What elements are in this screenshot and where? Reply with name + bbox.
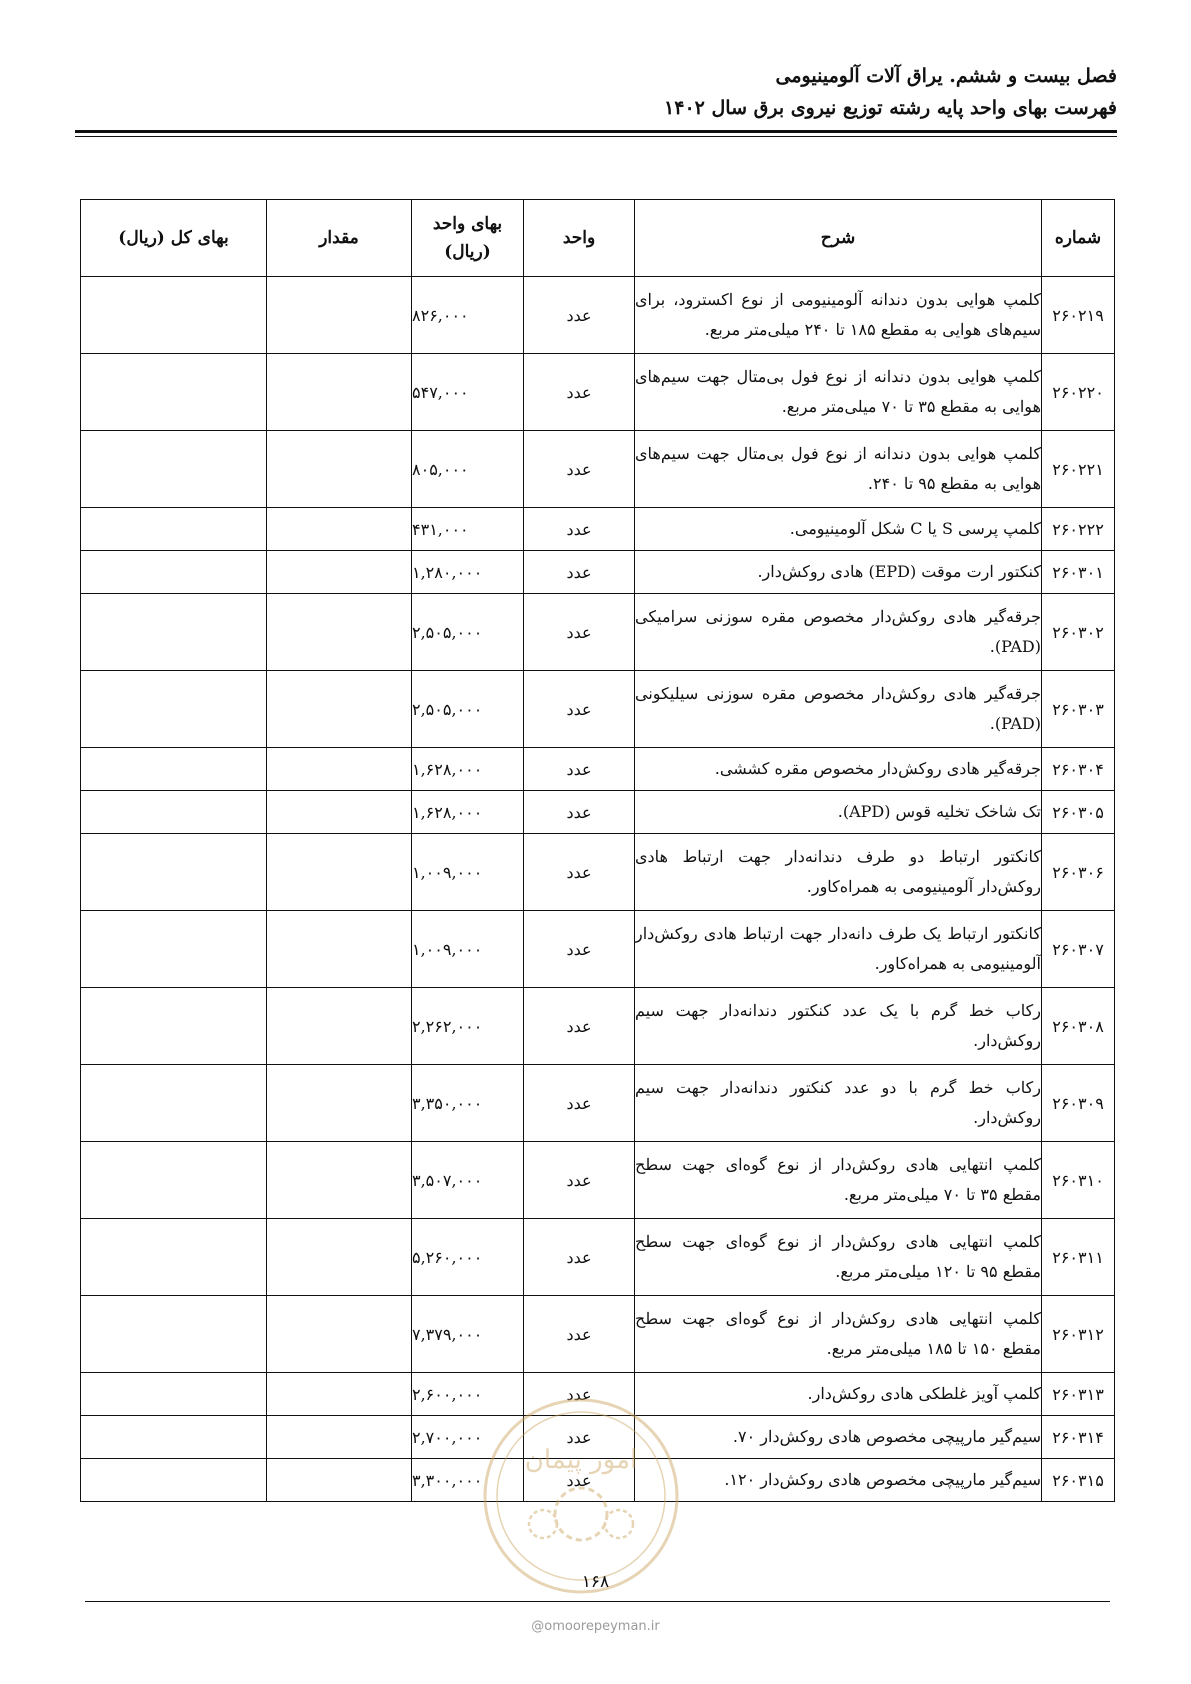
item-unit-price: ۴۳۱,۰۰۰ bbox=[412, 508, 524, 551]
header-unit-price-currency: (ریال) bbox=[444, 242, 491, 262]
item-unit-price: ۱,۶۲۸,۰۰۰ bbox=[412, 791, 524, 834]
item-unit: عدد bbox=[524, 431, 635, 508]
item-unit: عدد bbox=[524, 551, 635, 594]
item-quantity bbox=[267, 1065, 412, 1142]
item-total-price bbox=[81, 594, 267, 671]
document-title: فهرست بهای واحد پایه رشته توزیع نیروی برق سال ۱۴۰۲ bbox=[664, 97, 1117, 119]
item-description: کلمپ هوایی بدون دندانه از نوع فول بی‌متال جهت سیم‌های هوایی به مقطع ۹۵ تا ۲۴۰. bbox=[635, 431, 1042, 508]
header-number: شماره bbox=[1042, 200, 1115, 277]
table-row bbox=[81, 911, 1115, 988]
item-total-price bbox=[81, 748, 267, 791]
item-total-price bbox=[81, 1065, 267, 1142]
item-number: ۲۶۰۳۰۱ bbox=[1042, 551, 1115, 594]
item-quantity bbox=[267, 551, 412, 594]
item-description: جرقه‌گیر هادی روکش‌دار مخصوص مقره سوزنی سرامیکی (PAD). bbox=[635, 594, 1042, 671]
item-description: جرقه‌گیر هادی روکش‌دار مخصوص مقره سوزنی سیلیکونی (PAD). bbox=[635, 671, 1042, 748]
item-unit: عدد bbox=[524, 988, 635, 1065]
item-quantity bbox=[267, 791, 412, 834]
item-quantity bbox=[267, 748, 412, 791]
item-quantity bbox=[267, 508, 412, 551]
item-unit: عدد bbox=[524, 1373, 635, 1416]
item-unit: عدد bbox=[524, 508, 635, 551]
item-quantity bbox=[267, 1373, 412, 1416]
item-quantity bbox=[267, 1142, 412, 1219]
item-unit: عدد bbox=[524, 277, 635, 354]
item-quantity bbox=[267, 1416, 412, 1459]
table-row bbox=[81, 354, 1115, 431]
table-row bbox=[81, 277, 1115, 354]
item-number: ۲۶۰۳۰۴ bbox=[1042, 748, 1115, 791]
stamp-outer-ring bbox=[485, 1400, 677, 1592]
item-description: جرقه‌گیر هادی روکش‌دار مخصوص مقره کششی. bbox=[635, 748, 1042, 791]
item-unit-price: ۱,۶۲۸,۰۰۰ bbox=[412, 748, 524, 791]
item-quantity bbox=[267, 834, 412, 911]
item-total-price bbox=[81, 551, 267, 594]
item-number: ۲۶۰۳۰۲ bbox=[1042, 594, 1115, 671]
item-number: ۲۶۰۳۱۴ bbox=[1042, 1416, 1115, 1459]
item-total-price bbox=[81, 988, 267, 1065]
item-total-price bbox=[81, 1296, 267, 1373]
table-row bbox=[81, 1065, 1115, 1142]
header-total-price: بهای کل (ریال) bbox=[81, 200, 267, 277]
item-total-price bbox=[81, 508, 267, 551]
table-row bbox=[81, 1142, 1115, 1219]
table-row bbox=[81, 988, 1115, 1065]
item-description: تک شاخک تخلیه قوس (APD). bbox=[635, 791, 1042, 834]
item-number: ۲۶۰۲۱۹ bbox=[1042, 277, 1115, 354]
item-unit-price: ۷,۳۷۹,۰۰۰ bbox=[412, 1296, 524, 1373]
header-unit-price-label: بهای واحد bbox=[432, 214, 503, 234]
gear-icon bbox=[555, 1488, 607, 1540]
item-total-price bbox=[81, 277, 267, 354]
item-description: کلمپ آویز غلطکی هادی روکش‌دار. bbox=[635, 1373, 1042, 1416]
item-description: رکاب خط گرم با دو عدد کنکتور دندانه‌دار جهت سیم روکش‌دار. bbox=[635, 1065, 1042, 1142]
header-quantity: مقدار bbox=[267, 200, 412, 277]
item-quantity bbox=[267, 431, 412, 508]
page-number: ۱۶۸ bbox=[581, 1572, 610, 1592]
item-number: ۲۶۰۲۲۲ bbox=[1042, 508, 1115, 551]
item-unit-price: ۱,۲۸۰,۰۰۰ bbox=[412, 551, 524, 594]
item-number: ۲۶۰۳۱۵ bbox=[1042, 1459, 1115, 1502]
item-unit-price: ۳,۵۰۷,۰۰۰ bbox=[412, 1142, 524, 1219]
item-unit-price: ۸۰۵,۰۰۰ bbox=[412, 431, 524, 508]
footer-rule bbox=[85, 1601, 1110, 1602]
item-number: ۲۶۰۲۲۱ bbox=[1042, 431, 1115, 508]
item-unit-price: ۳,۳۵۰,۰۰۰ bbox=[412, 1065, 524, 1142]
item-number: ۲۶۰۳۱۱ bbox=[1042, 1219, 1115, 1296]
chapter-title: فصل بیست و ششم. یراق آلات آلومینیومی bbox=[775, 65, 1117, 87]
header-unit-price bbox=[412, 200, 524, 277]
item-unit-price: ۲,۵۰۵,۰۰۰ bbox=[412, 594, 524, 671]
table-row bbox=[81, 431, 1115, 508]
stamp-text: امور پیمان bbox=[524, 1445, 638, 1475]
item-unit-price: ۵,۲۶۰,۰۰۰ bbox=[412, 1219, 524, 1296]
gear-icon bbox=[605, 1510, 633, 1538]
website-watermark: @omoorepeyman.ir bbox=[531, 1619, 660, 1634]
item-unit-price: ۲,۵۰۵,۰۰۰ bbox=[412, 671, 524, 748]
item-description: کانکتور ارتباط دو طرف دندانه‌دار جهت ارتباط هادی روکش‌دار آلومینیومی به همراه‌کاور. bbox=[635, 834, 1042, 911]
item-unit: عدد bbox=[524, 594, 635, 671]
item-unit-price: ۵۴۷,۰۰۰ bbox=[412, 354, 524, 431]
table-header-row bbox=[81, 200, 1115, 277]
item-quantity bbox=[267, 594, 412, 671]
item-unit: عدد bbox=[524, 911, 635, 988]
header-unit: واحد bbox=[524, 200, 635, 277]
item-total-price bbox=[81, 791, 267, 834]
item-description: کانکتور ارتباط یک طرف دانه‌دار جهت ارتباط هادی روکش‌دار آلومینیومی به همراه‌کاور. bbox=[635, 911, 1042, 988]
item-unit-price: ۲,۲۶۲,۰۰۰ bbox=[412, 988, 524, 1065]
page-header bbox=[75, 60, 1117, 124]
item-total-price bbox=[81, 1219, 267, 1296]
table-row bbox=[81, 748, 1115, 791]
item-description: کلمپ هوایی بدون دندانه آلومینیومی از نوع اکسترود، برای سیم‌های هوایی به مقطع ۱۸۵ تا ۲۴۰ میلی‌متر مربع. bbox=[635, 277, 1042, 354]
header-rule-thick bbox=[75, 130, 1117, 133]
item-unit: عدد bbox=[524, 354, 635, 431]
table-row bbox=[81, 594, 1115, 671]
item-number: ۲۶۰۳۰۹ bbox=[1042, 1065, 1115, 1142]
item-unit: عدد bbox=[524, 1065, 635, 1142]
item-quantity bbox=[267, 354, 412, 431]
item-quantity bbox=[267, 988, 412, 1065]
item-description: کلمپ هوایی بدون دندانه از نوع فول بی‌متال جهت سیم‌های هوایی به مقطع ۳۵ تا ۷۰ میلی‌متر مربع. bbox=[635, 354, 1042, 431]
item-description: کلمپ انتهایی هادی روکش‌دار از نوع گوه‌ای جهت سطح مقطع ۳۵ تا ۷۰ میلی‌متر مربع. bbox=[635, 1142, 1042, 1219]
table-row bbox=[81, 508, 1115, 551]
item-total-price bbox=[81, 834, 267, 911]
item-quantity bbox=[267, 277, 412, 354]
item-unit: عدد bbox=[524, 1416, 635, 1459]
item-description: کلمپ انتهایی هادی روکش‌دار از نوع گوه‌ای جهت سطح مقطع ۹۵ تا ۱۲۰ میلی‌متر مربع. bbox=[635, 1219, 1042, 1296]
item-total-price bbox=[81, 1416, 267, 1459]
item-number: ۲۶۰۳۱۰ bbox=[1042, 1142, 1115, 1219]
item-total-price bbox=[81, 1373, 267, 1416]
item-number: ۲۶۰۳۰۸ bbox=[1042, 988, 1115, 1065]
item-unit: عدد bbox=[524, 748, 635, 791]
stamp-inner-ring bbox=[497, 1412, 665, 1580]
item-unit: عدد bbox=[524, 834, 635, 911]
item-quantity bbox=[267, 1459, 412, 1502]
item-total-price bbox=[81, 354, 267, 431]
table-row bbox=[81, 671, 1115, 748]
item-description: رکاب خط گرم با یک عدد کنکتور دندانه‌دار جهت سیم روکش‌دار. bbox=[635, 988, 1042, 1065]
item-unit: عدد bbox=[524, 1296, 635, 1373]
item-unit: عدد bbox=[524, 1142, 635, 1219]
watermark-stamp bbox=[481, 1396, 681, 1596]
item-description: کلمپ انتهایی هادی روکش‌دار از نوع گوه‌ای جهت سطح مقطع ۱۵۰ تا ۱۸۵ میلی‌متر مربع. bbox=[635, 1296, 1042, 1373]
item-description: سیم‌گیر مارپیچی مخصوص هادی روکش‌دار ۱۲۰. bbox=[635, 1459, 1042, 1502]
item-unit-price: ۳,۳۰۰,۰۰۰ bbox=[412, 1459, 524, 1502]
price-table bbox=[80, 199, 1115, 1502]
item-unit: عدد bbox=[524, 1219, 635, 1296]
item-number: ۲۶۰۲۲۰ bbox=[1042, 354, 1115, 431]
item-unit-price: ۲,۶۰۰,۰۰۰ bbox=[412, 1373, 524, 1416]
item-quantity bbox=[267, 1219, 412, 1296]
item-number: ۲۶۰۳۱۳ bbox=[1042, 1373, 1115, 1416]
item-total-price bbox=[81, 1142, 267, 1219]
header-description: شرح bbox=[635, 200, 1042, 277]
item-unit: عدد bbox=[524, 1459, 635, 1502]
item-number: ۲۶۰۳۱۲ bbox=[1042, 1296, 1115, 1373]
gear-icon bbox=[529, 1510, 557, 1538]
item-quantity bbox=[267, 671, 412, 748]
table-row bbox=[81, 791, 1115, 834]
table-row bbox=[81, 551, 1115, 594]
item-unit-price: ۸۲۶,۰۰۰ bbox=[412, 277, 524, 354]
table-row bbox=[81, 1296, 1115, 1373]
item-total-price bbox=[81, 431, 267, 508]
table-row bbox=[81, 1219, 1115, 1296]
item-unit-price: ۱,۰۰۹,۰۰۰ bbox=[412, 911, 524, 988]
item-number: ۲۶۰۳۰۳ bbox=[1042, 671, 1115, 748]
item-description: کلمپ پرسی S یا C شکل آلومینیومی. bbox=[635, 508, 1042, 551]
item-unit: عدد bbox=[524, 671, 635, 748]
item-quantity bbox=[267, 1296, 412, 1373]
item-unit: عدد bbox=[524, 791, 635, 834]
item-number: ۲۶۰۳۰۷ bbox=[1042, 911, 1115, 988]
item-description: سیم‌گیر مارپیچی مخصوص هادی روکش‌دار ۷۰. bbox=[635, 1416, 1042, 1459]
item-total-price bbox=[81, 1459, 267, 1502]
item-number: ۲۶۰۳۰۵ bbox=[1042, 791, 1115, 834]
item-unit-price: ۱,۰۰۹,۰۰۰ bbox=[412, 834, 524, 911]
item-total-price bbox=[81, 911, 267, 988]
table-row bbox=[81, 834, 1115, 911]
item-quantity bbox=[267, 911, 412, 988]
item-description: کنکتور ارت موقت (EPD) هادی روکش‌دار. bbox=[635, 551, 1042, 594]
item-unit-price: ۲,۷۰۰,۰۰۰ bbox=[412, 1416, 524, 1459]
item-total-price bbox=[81, 671, 267, 748]
item-number: ۲۶۰۳۰۶ bbox=[1042, 834, 1115, 911]
header-rule-thin bbox=[75, 136, 1117, 137]
